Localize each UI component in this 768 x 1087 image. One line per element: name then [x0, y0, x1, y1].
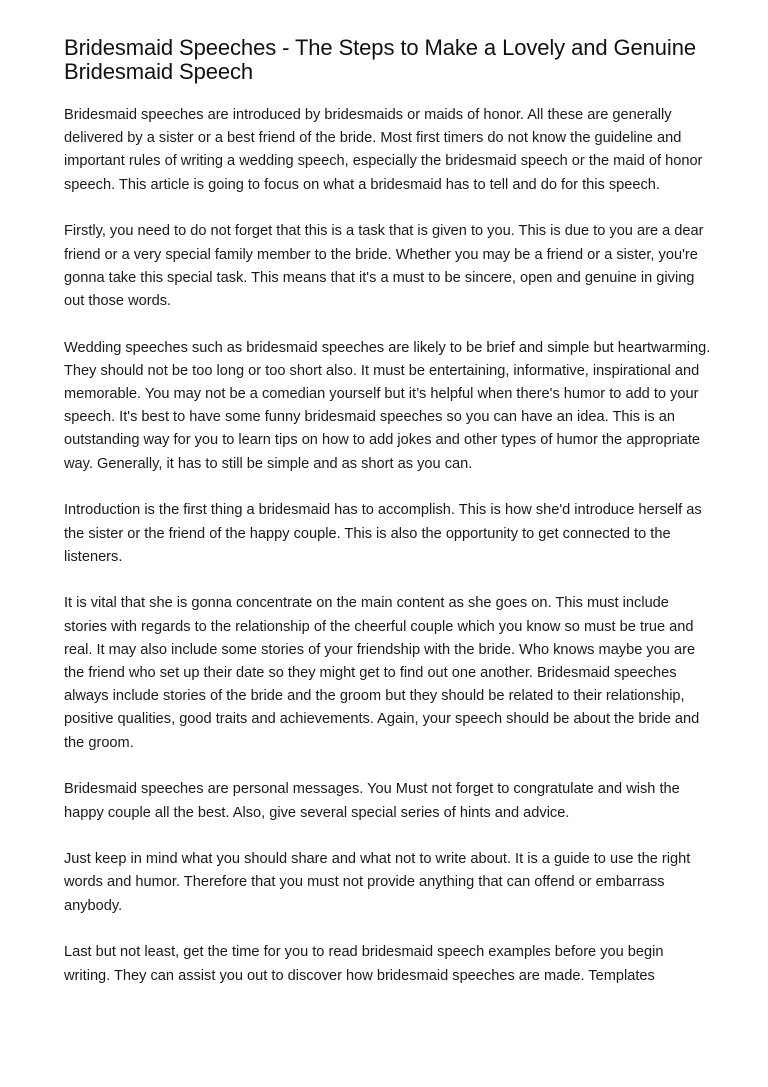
paragraph-8: Last but not least, get the time for you to read bridesmaid speech examples before you begin writing. They can assist you out to discover how bridesmaid speeches are made. Templates: [64, 944, 664, 984]
paragraph-4: Introduction is the first thing a bridesmaid has to accomplish. This is how she'd introduce herself as the sister or the friend of the happy couple. This is also the opportunity to get connected to the listeners.: [64, 502, 702, 565]
document-body: [64, 36, 711, 988]
paragraph-1: Bridesmaid speeches are introduced by bridesmaids or maids of honor. All these are generally delivered by a sister or a best friend of the bride. Most first timers do not know the guideline and important rules of writing a wedding speech, especially the bridesmaid speech or the maid of honor speech. This article is going to focus on what a bridesmaid has to tell and do for this speech.: [64, 107, 703, 193]
paragraph-6: Bridesmaid speeches are personal messages. You Must not forget to congratulate and wish the happy couple all the best. Also, give several special series of hints and advice.: [64, 781, 680, 821]
paragraph-7: Just keep in mind what you should share and what not to write about. It is a guide to use the right words and humor. Therefore that you must not provide anything that can offend or embarrass anybody.: [64, 851, 691, 914]
paragraph-5: It is vital that she is gonna concentrate on the main content as she goes on. This must include stories with regards to the relationship of the cheerful couple which you know so must be true and real. It may also include some stories of your friendship with the bride. Who knows maybe you are the friend who set up their date so they might get to find out one another. Bridesmaid speeches always include stories of the bride and the groom but they should be related to their relationship, positive qualities, good traits and achievements. Again, your speech should be about the bride and the groom.: [64, 595, 700, 751]
paragraph-2: Firstly, you need to do not forget that this is a task that is given to you. This is due to you are a dear friend or a very special family member to the bride. Whether you may be a friend or a sister, you're gonna take this special task. This means that it's a must to be sincere, open and genuine in giving out those words.: [64, 223, 704, 309]
document-title: Bridesmaid Speeches - The Steps to Make a Lovely and Genuine Bridesmaid Speech: [64, 35, 696, 84]
paragraph-3: Wedding speeches such as bridesmaid speeches are likely to be brief and simple but heartwarming. They should not be too long or too short also. It must be entertaining, informative, inspirational and memorable. You may not be a comedian yourself but it’s helpful when there's humor to add to your speech. It's best to have some funny bridesmaid speeches so you can have an idea. This is an outstanding way for you to learn tips on how to add jokes and other types of humor the appropriate way. Generally, it has to still be simple and as short as you can.: [64, 339, 711, 472]
